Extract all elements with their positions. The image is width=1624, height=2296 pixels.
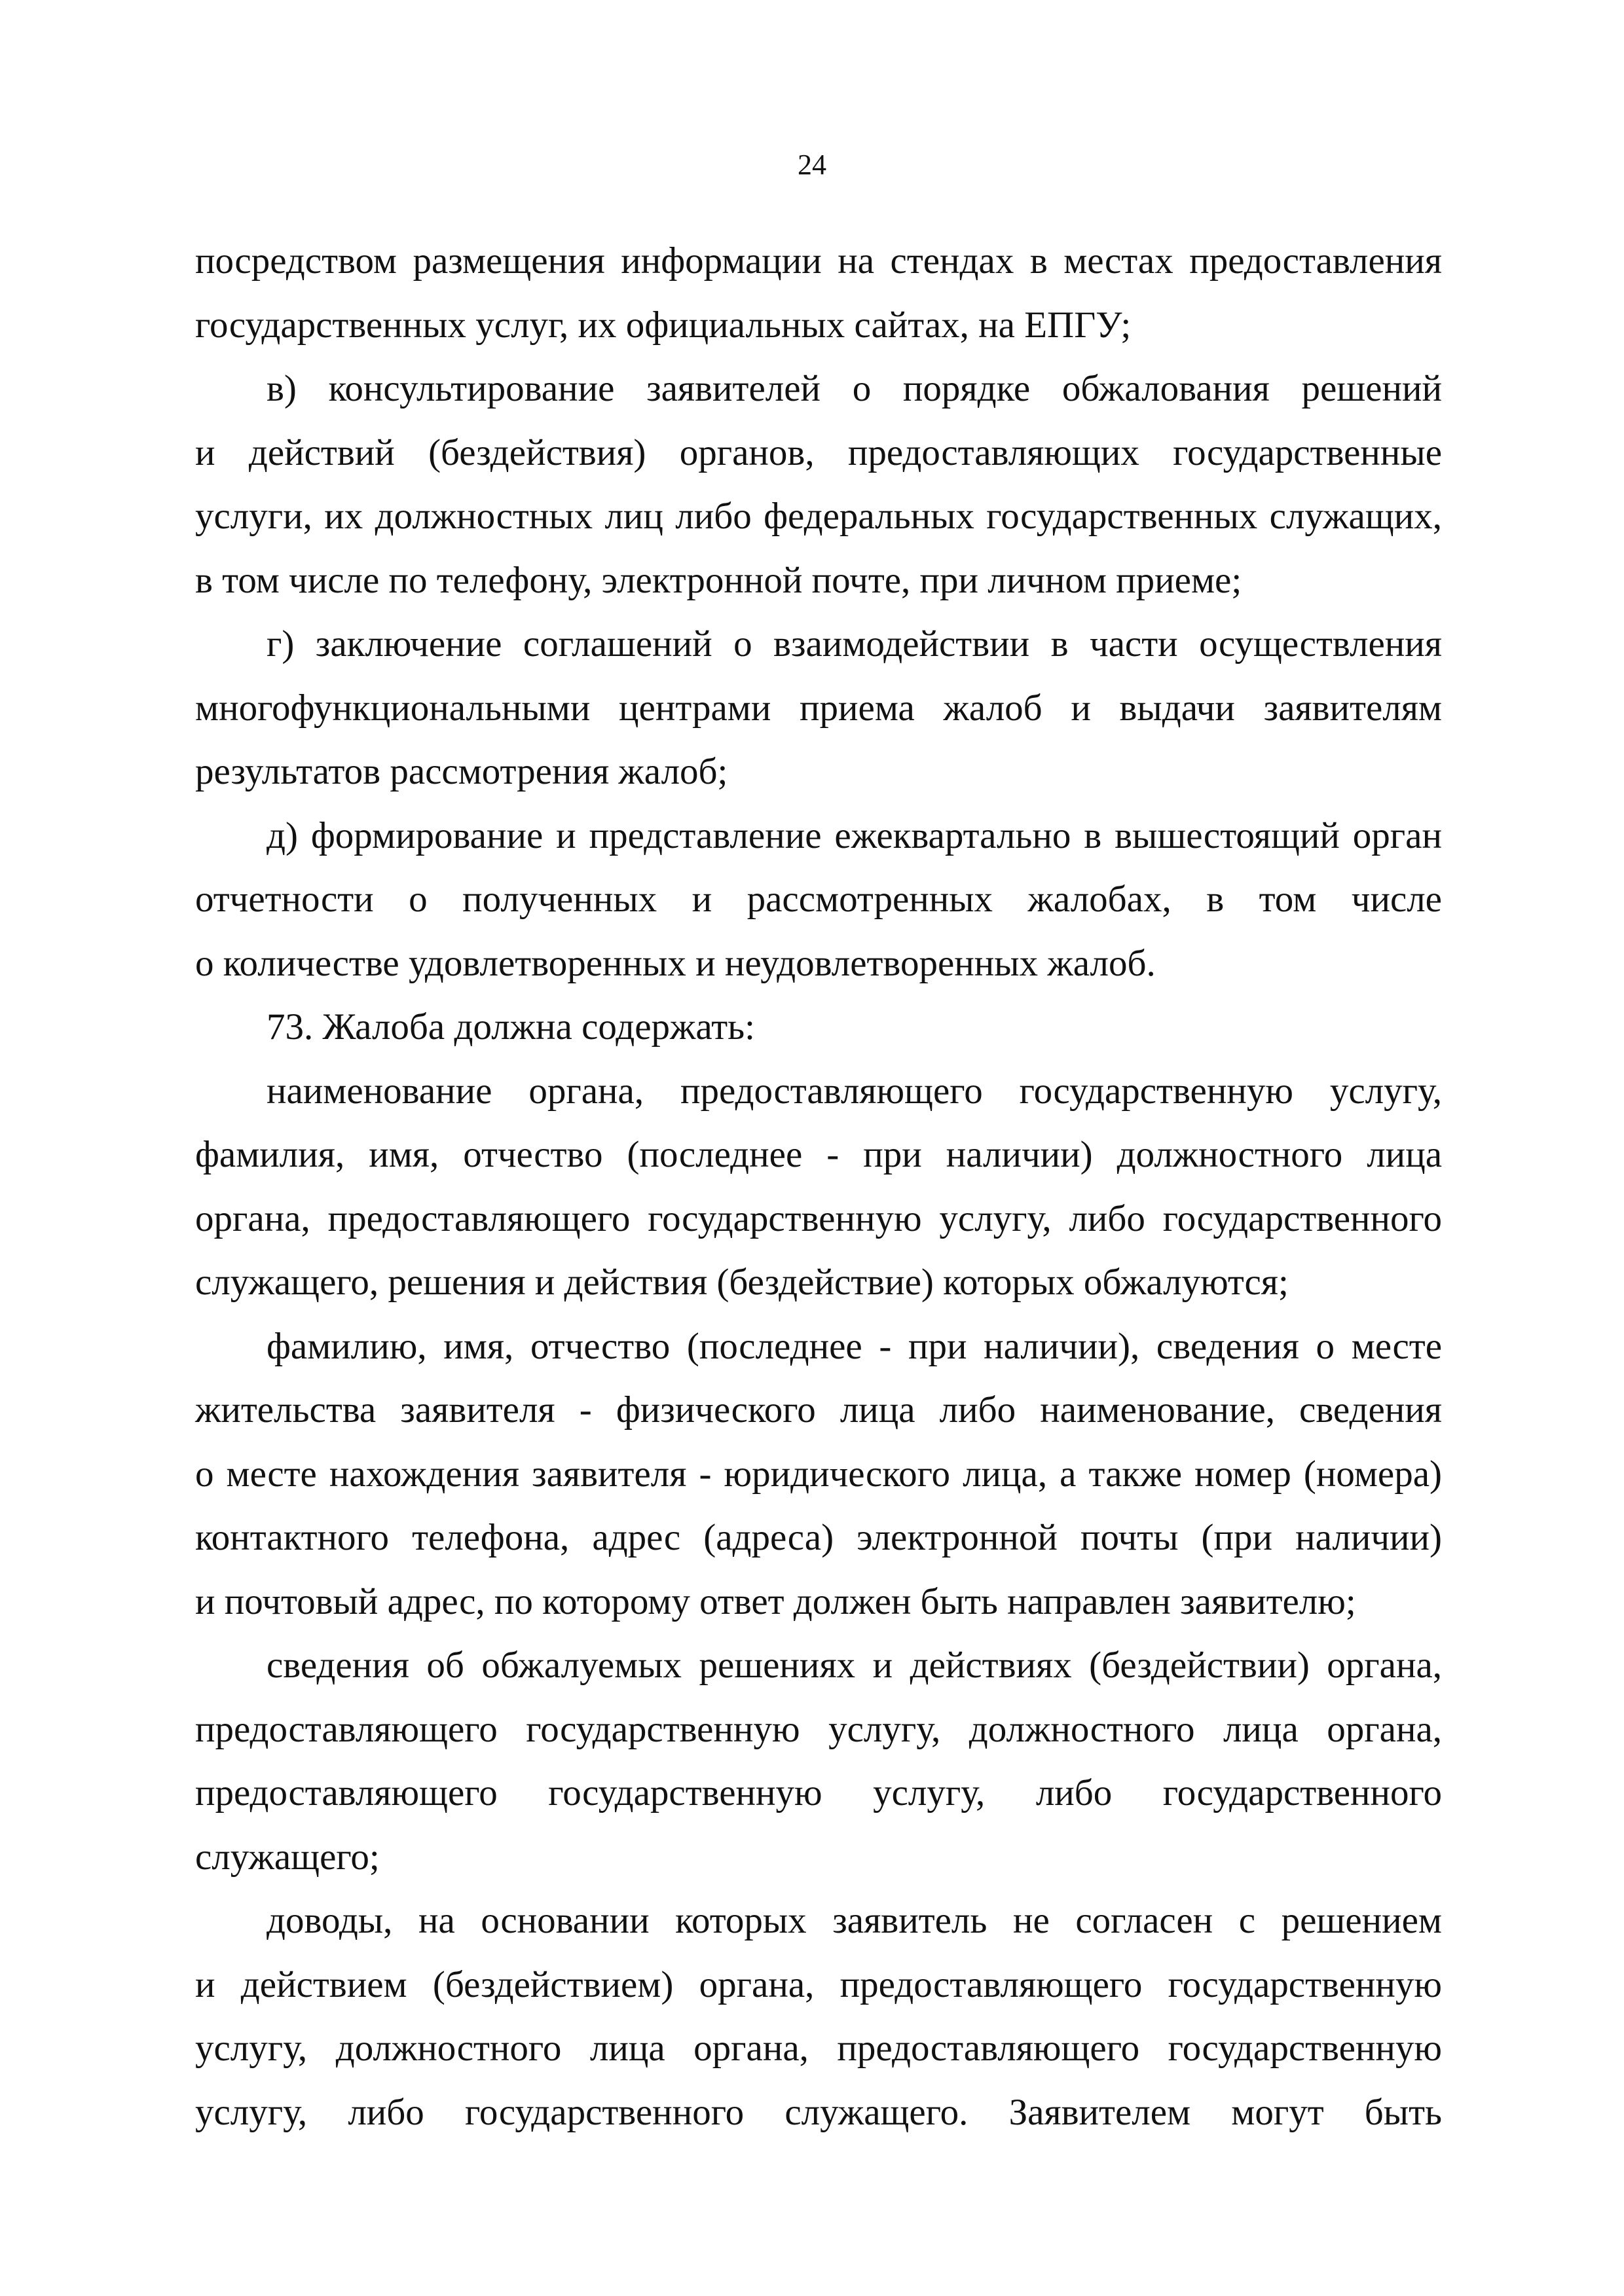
text-line: о месте нахождения заявителя - юридического лица, а также номер (номера) <box>195 1453 1442 1495</box>
text-line: фамилия, имя, отчество (последнее - при наличии) должностного лица <box>195 1134 1442 1175</box>
text-line: отчетности о полученных и рассмотренных жалобах, в том числе <box>195 879 1442 920</box>
text-line: в том числе по телефону, электронной почте, при личном приеме; <box>195 559 1242 601</box>
text-line: сведения об обжалуемых решениях и действиях (бездействии) органа, <box>267 1645 1442 1686</box>
text-line: и почтовый адрес, по которому ответ должен быть направлен заявителю; <box>195 1580 1356 1622</box>
text-line: фамилию, имя, отчество (последнее - при наличии), сведения о месте <box>267 1325 1442 1367</box>
text-line: контактного телефона, адрес (адреса) электронной почты (при наличии) <box>195 1517 1442 1558</box>
text-line: государственных услуг, их официальных сайтах, на ЕПГУ; <box>195 304 1132 346</box>
text-line: доводы, на основании которых заявитель не согласен с решением <box>267 1900 1442 1941</box>
page-number: 24 <box>798 149 826 181</box>
text-line: многофункциональными центрами приема жалоб и выдачи заявителям <box>195 687 1442 729</box>
text-line: и действий (бездействия) органов, предоставляющих государственные <box>195 431 1442 473</box>
text-line: наименование органа, предоставляющего государственную услугу, <box>267 1070 1442 1112</box>
text-line: результатов рассмотрения жалоб; <box>195 751 728 792</box>
text-line: услугу, либо государственного служащего. Заявителем могут быть <box>195 2091 1442 2133</box>
text-line: посредством размещения информации на стендах в местах предоставления <box>195 240 1442 282</box>
text-line: предоставляющего государственную услугу, либо государственного <box>195 1772 1442 1813</box>
text-line: служащего; <box>195 1836 380 1878</box>
text-line: г) заключение соглашений о взаимодействии в части осуществления <box>267 623 1442 665</box>
document-body <box>195 229 1442 2144</box>
text-line: услуги, их должностных лиц либо федеральных государственных служащих, <box>195 496 1442 537</box>
text-line: д) формирование и представление ежеквартально в вышестоящий орган <box>267 814 1442 856</box>
text-line: о количестве удовлетворенных и неудовлетворенных жалоб. <box>195 942 1156 984</box>
text-line: органа, предоставляющего государственную услугу, либо государственного <box>195 1197 1442 1239</box>
text-line: служащего, решения и действия (бездействие) которых обжалуются; <box>195 1262 1289 1303</box>
text-line: в) консультирование заявителей о порядке обжалования решений <box>267 368 1442 409</box>
text-line: жительства заявителя - физического лица либо наименование, сведения <box>195 1389 1442 1430</box>
text-line: 73. Жалоба должна содержать: <box>267 1006 755 1048</box>
text-line: предоставляющего государственную услугу, должностного лица органа, <box>195 1708 1442 1750</box>
text-line: и действием (бездействием) органа, предоставляющего государственную <box>195 1963 1442 2005</box>
text-line: услугу, должностного лица органа, предоставляющего государственную <box>195 2028 1442 2069</box>
